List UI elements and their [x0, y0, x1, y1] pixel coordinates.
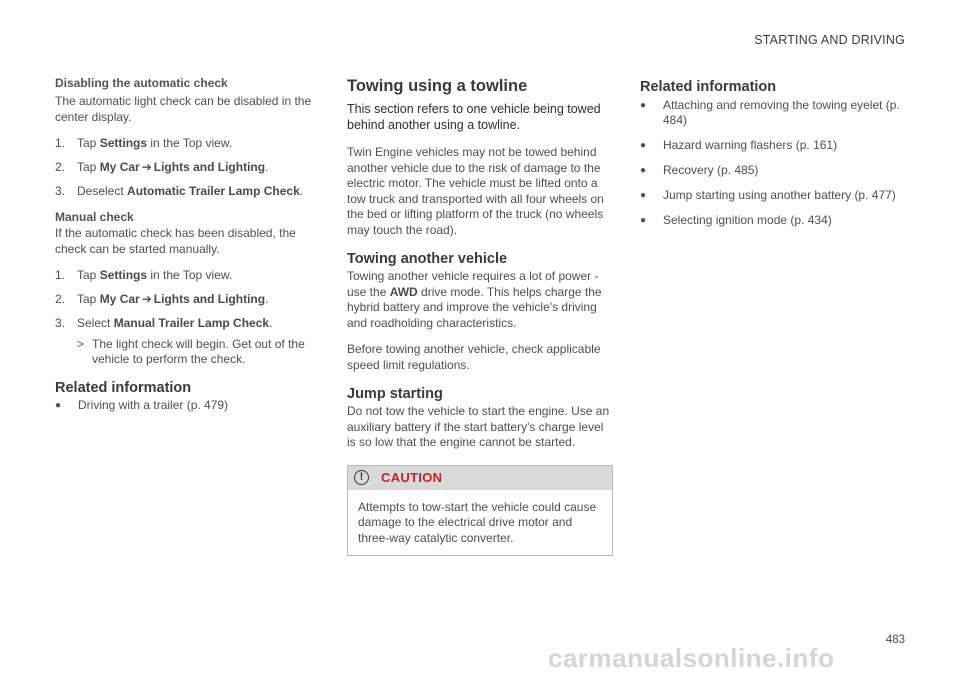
list-item: 3. Deselect Automatic Trailer Lamp Check.	[55, 184, 304, 198]
bullet-icon: ●	[640, 165, 647, 176]
list-item[interactable]	[55, 398, 317, 413]
related-link[interactable]: Recovery (p. 485)	[663, 163, 759, 177]
jump-start-heading: Jump starting	[347, 386, 443, 402]
towing-text: Towing another vehicle requires a lot of power - use the AWD drive mode. This helps charge the hybrid battery and improve the vehicle's driving and roadholding characteristics.	[347, 269, 602, 330]
caution-text: Attempts to tow-start the vehicle could cause damage to the electrical drive motor and three-way catalytic converter.	[358, 499, 597, 545]
related-info-list	[55, 398, 317, 413]
bullet-icon: ●	[55, 400, 62, 411]
related-link[interactable]: Jump starting using another battery (p. 477)	[663, 188, 896, 202]
list-item: 1. Tap Settings in the Top view.	[55, 268, 233, 282]
arrow-right-icon: ➔	[141, 160, 152, 174]
page-header: STARTING AND DRIVING	[754, 33, 905, 47]
section-lead: This section refers to one vehicle being towed behind another using a towline.	[347, 102, 601, 132]
caution-title: CAUTION	[381, 470, 443, 485]
ui-label-my-car: My Car	[99, 160, 140, 174]
list-item[interactable]	[640, 163, 905, 178]
related-info-heading: Related information	[640, 79, 777, 95]
towing-heading: Towing another vehicle	[347, 251, 508, 267]
ui-label-my-car: My Car	[99, 292, 140, 306]
bullet-icon: ●	[640, 190, 647, 201]
watermark: carmanualsonline.info	[548, 643, 835, 673]
list-item[interactable]	[640, 138, 905, 153]
jump-start-text: Do not tow the vehicle to start the engine. Use an auxiliary battery if the start battery's charge level is so low that the engine cannot be started.	[347, 404, 610, 449]
ui-label-manual-trailer-check: Manual Trailer Lamp Check	[113, 316, 270, 330]
manual-check-heading: Manual check	[55, 210, 134, 224]
list-item: 1. Tap Settings in the Top view.	[55, 136, 233, 150]
bullet-icon: ●	[640, 215, 647, 226]
bullet-icon: ●	[640, 100, 647, 111]
bullet-icon: ●	[640, 140, 647, 151]
list-item[interactable]	[640, 213, 905, 228]
step-result: > The light check will begin. Get out of the vehicle to perform the check.	[77, 337, 305, 366]
manual-check-steps	[55, 268, 317, 331]
auto-check-text: The automatic light check can be disabled in the center display.	[55, 94, 312, 124]
list-item[interactable]	[640, 98, 905, 128]
related-link[interactable]: Driving with a trailer (p. 479)	[78, 398, 229, 412]
ui-label-lights: Lights and Lighting	[153, 292, 266, 306]
column-middle	[347, 76, 615, 556]
ui-label-lights: Lights and Lighting	[153, 160, 266, 174]
list-item[interactable]	[640, 188, 905, 203]
speed-limit-text: Before towing another vehicle, check applicable speed limit regulations.	[347, 342, 601, 372]
caution-box	[347, 465, 613, 557]
column-left	[55, 76, 317, 413]
list-item: 3. Select Manual Trailer Lamp Check.	[55, 316, 273, 330]
caution-header	[348, 466, 612, 490]
ui-label-settings: Settings	[99, 136, 148, 150]
section-title: Towing using a towline	[347, 77, 528, 95]
warning-icon: !	[354, 470, 369, 485]
column-right	[640, 76, 905, 228]
related-link[interactable]: Hazard warning flashers (p. 161)	[663, 138, 838, 152]
ui-label-settings: Settings	[99, 268, 148, 282]
ui-label-awd: AWD	[389, 284, 418, 299]
manual-check-text: If the automatic check has been disabled, the check can be started manually.	[55, 226, 296, 256]
list-item: 2. Tap My Car ➔ Lights and Lighting.	[55, 292, 269, 306]
list-item: 2. Tap My Car ➔ Lights and Lighting.	[55, 160, 269, 174]
twin-engine-text: Twin Engine vehicles may not be towed behind another vehicle due to the risk of damage to the electric motor. The vehicle must be lifted onto a tow truck and transported with all four wheels on the bed or lifting platform of the truck (no wheels may touch the road).	[347, 145, 604, 237]
related-info-heading: Related information	[55, 380, 192, 396]
related-link[interactable]: Selecting ignition mode (p. 434)	[663, 213, 832, 227]
related-info-list	[640, 98, 905, 228]
related-link[interactable]: Attaching and removing the towing eyelet (p. 484)	[663, 98, 900, 127]
auto-check-steps	[55, 136, 317, 199]
arrow-right-icon: ➔	[141, 292, 152, 306]
page-number: 483	[885, 634, 905, 646]
ui-label-auto-trailer-check: Automatic Trailer Lamp Check	[127, 184, 300, 198]
auto-check-heading: Disabling the automatic check	[55, 76, 228, 90]
result-marker: >	[77, 337, 85, 351]
